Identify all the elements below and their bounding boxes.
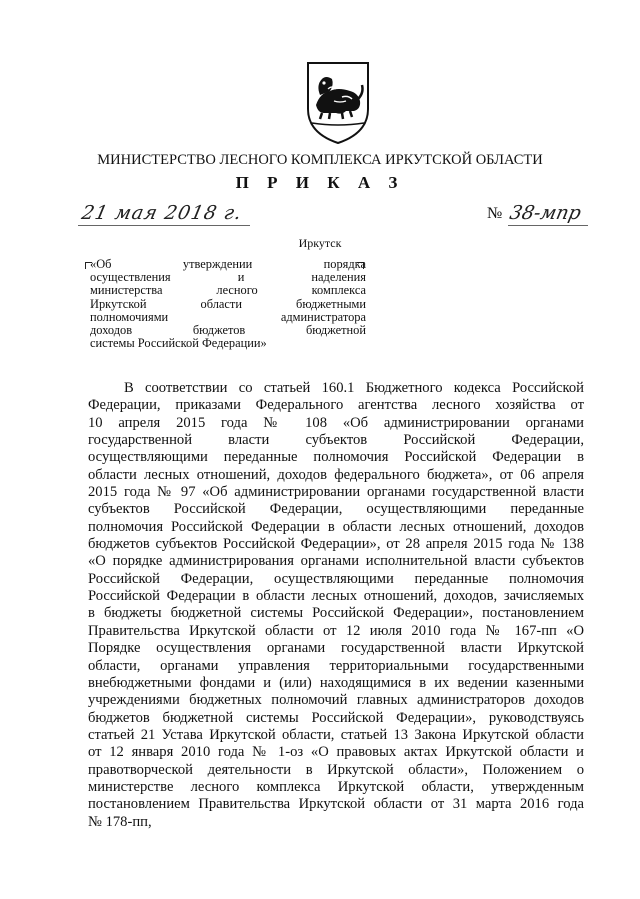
body-line: осуществляющими переданные полномочия Российской Федерации в	[88, 449, 584, 466]
body-line: учреждениями бюджетных полномочий главных администраторов доходов	[88, 692, 584, 709]
body-line: В соответствии со статьей 160.1 Бюджетного кодекса Российской	[124, 380, 584, 396]
date-underline	[78, 225, 250, 226]
subject-line: «Об утверждении порядка	[90, 258, 366, 271]
body-line: Российской Федерации в области лесных отношений, доходов, зачисляемых	[88, 588, 584, 605]
body-line: министерстве лесного комплекса Иркутской области, утвержденным	[88, 778, 584, 795]
body-line: статьей 21 Устава Иркутской области, статьей 13 Закона Иркутской области	[88, 726, 584, 743]
number-sign: №	[487, 205, 503, 222]
body-line: области, органами управления территориальными государственными	[88, 657, 584, 674]
subject-line: осуществления и наделения	[90, 271, 366, 285]
subject-line: полномочиями администратора	[90, 310, 366, 324]
city-name: Иркутск	[298, 236, 342, 250]
body-line: от 12 января 2010 года № 1-оз «О правовых актах Иркутской области и	[88, 744, 584, 761]
ministry-name: МИНИСТЕРСТВО ЛЕСНОГО КОМПЛЕКСА ИРКУТСКОЙ ОБЛАСТИ	[97, 152, 543, 168]
order-body-paragraph	[88, 380, 584, 831]
body-line: области лесных отношений, доходов федерального бюджета», от 06 апреля	[88, 466, 584, 483]
body-line: постановлением Правительства Иркутской области от 31 марта 2016 года	[88, 796, 584, 813]
body-line: правотворческой деятельности в Иркутской области», Положением о	[88, 761, 584, 778]
subject-line: системы Российской Федерации»	[90, 337, 267, 351]
subject-line: Иркутской области бюджетными	[90, 297, 366, 311]
document-type-title: П Р И К А З	[235, 173, 405, 192]
body-line: бюджетов бюджетной системы Российской Федерации», руководствуясь	[88, 709, 584, 726]
order-subject	[90, 258, 366, 350]
body-line: внебюджетными фондами и (или) находящимися в их ведении казенными	[88, 674, 584, 691]
body-line: субъектов Российской Федерации, осуществляющими переданные	[88, 501, 584, 518]
handwritten-date: 21 мая 2018 г.	[79, 202, 245, 224]
body-line: в бюджеты бюджетной системы Российской Федерации», постановлением	[88, 605, 584, 622]
body-line: Правительства Иркутской области от 12 июля 2010 года № 167-пп «О	[88, 622, 584, 639]
body-line: 2015 года № 97 «Об администрировании органами государственной власти	[88, 484, 584, 501]
subject-line: министерства лесного комплекса	[90, 284, 366, 298]
body-line: 10 апреля 2015 года № 108 «Об администрировании органами	[88, 414, 584, 431]
body-line: государственной власти субъектов Российской Федерации,	[88, 432, 584, 449]
number-underline	[508, 225, 588, 226]
subject-line: доходов бюджетов бюджетной	[90, 323, 366, 337]
handwritten-number: 38-мпр	[507, 202, 584, 224]
body-line: Российской Федерации, осуществляющими переданные полномочия	[88, 570, 584, 587]
body-line: Федерации, приказами Федерального агентства лесного хозяйства от	[88, 397, 584, 414]
body-line: «О порядке администрирования органами исполнительной власти субъектов	[88, 553, 584, 570]
body-line: полномочия Российской Федерации в области лесных отношений, доходов	[88, 518, 584, 535]
body-line: бюджетов субъектов Российской Федерации», от 28 апреля 2015 года № 138	[88, 536, 584, 553]
coat-of-arms-emblem	[298, 57, 378, 147]
body-line: Порядке осуществления органами государственной власти Иркутской	[88, 640, 584, 657]
body-line: № 178-пп,	[88, 813, 152, 830]
